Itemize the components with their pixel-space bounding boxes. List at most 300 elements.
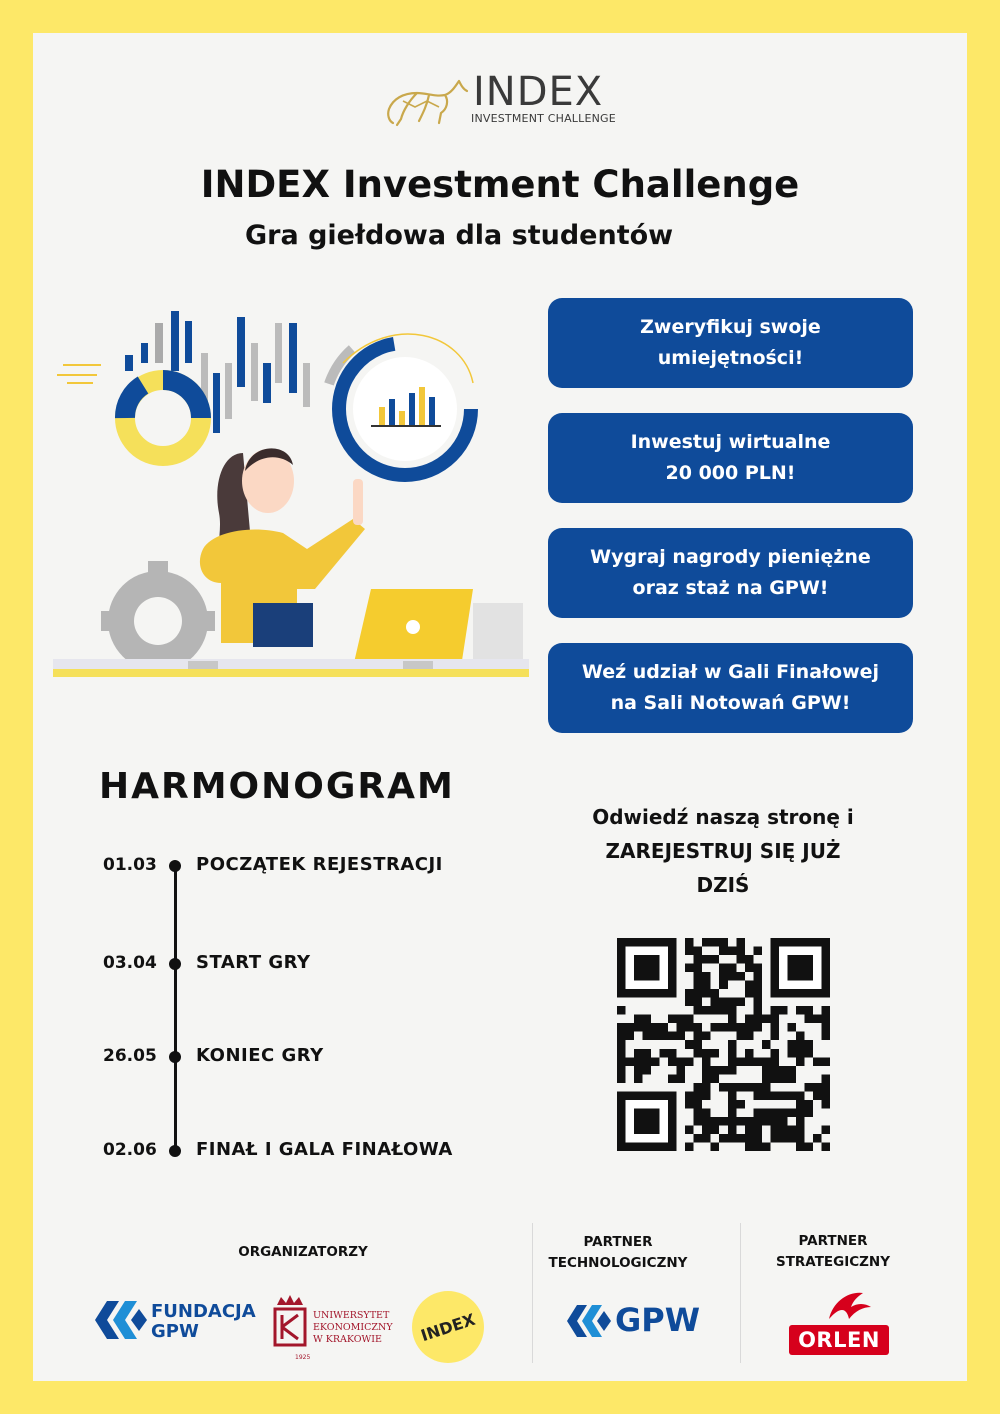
qr-module xyxy=(745,1057,754,1066)
uek-year: 1925 xyxy=(295,1354,311,1361)
qr-module xyxy=(804,1049,813,1058)
qr-module xyxy=(745,1032,754,1041)
qr-module xyxy=(719,1023,728,1032)
qr-module xyxy=(796,1142,805,1151)
benefit-pill-verify xyxy=(548,298,913,388)
qr-module xyxy=(796,1100,805,1109)
qr-module xyxy=(677,1066,686,1075)
qr-module xyxy=(736,1057,745,1066)
qr-module xyxy=(753,1023,762,1032)
qr-module xyxy=(736,972,745,981)
qr-module xyxy=(779,1125,788,1134)
fundacja-line: FUNDACJA xyxy=(151,1301,256,1322)
qr-module xyxy=(719,1066,728,1075)
logo-subtitle: INVESTMENT CHALLENGE xyxy=(471,112,616,125)
qr-module xyxy=(617,1040,626,1049)
qr-module xyxy=(719,1083,728,1092)
qr-module xyxy=(770,1091,779,1100)
qr-module xyxy=(804,1040,813,1049)
qr-module xyxy=(753,998,762,1007)
qr-module xyxy=(753,981,762,990)
benefit-line: 20 000 PLN! xyxy=(665,462,796,484)
qr-module xyxy=(694,964,703,973)
qr-module xyxy=(753,964,762,973)
qr-module xyxy=(779,1066,788,1075)
qr-module xyxy=(753,1134,762,1143)
qr-module xyxy=(787,1091,796,1100)
qr-module xyxy=(736,1023,745,1032)
qr-module xyxy=(787,1108,796,1117)
qr-module xyxy=(770,1066,779,1075)
qr-module xyxy=(762,1142,771,1151)
qr-module xyxy=(770,1108,779,1117)
qr-module xyxy=(753,1057,762,1066)
qr-module xyxy=(702,955,711,964)
qr-module xyxy=(711,989,720,998)
poster xyxy=(33,33,967,1381)
qr-module xyxy=(804,1108,813,1117)
qr-module xyxy=(728,1057,737,1066)
footer-divider xyxy=(532,1223,533,1363)
qr-module xyxy=(736,1134,745,1143)
qr-module xyxy=(753,1006,762,1015)
qr-module xyxy=(813,1015,822,1024)
investor-illustration xyxy=(53,303,533,683)
qr-module xyxy=(634,1074,643,1083)
qr-module xyxy=(634,1057,643,1066)
qr-module xyxy=(821,1100,830,1109)
qr-module xyxy=(736,1100,745,1109)
benefit-pill-prizes xyxy=(548,528,913,618)
qr-module xyxy=(694,1091,703,1100)
qr-module xyxy=(711,938,720,947)
qr-module xyxy=(787,1074,796,1083)
qr-module xyxy=(821,1057,830,1066)
qr-module xyxy=(762,1108,771,1117)
qr-module xyxy=(668,1057,677,1066)
qr-module xyxy=(702,1108,711,1117)
qr-module xyxy=(694,972,703,981)
qr-module xyxy=(821,1142,830,1151)
qr-module xyxy=(770,1134,779,1143)
qr-module xyxy=(685,1091,694,1100)
qr-module xyxy=(677,1057,686,1066)
qr-module xyxy=(770,1023,779,1032)
qr-module xyxy=(694,1049,703,1058)
schedule-label: POCZĄTEK REJESTRACJI xyxy=(196,854,443,875)
uek-logo xyxy=(313,1310,393,1346)
qr-module xyxy=(770,1057,779,1066)
qr-module xyxy=(779,1074,788,1083)
qr-module xyxy=(702,1117,711,1126)
strategic-partner-heading-line: STRATEGICZNY xyxy=(775,1254,891,1270)
qr-module xyxy=(796,1006,805,1015)
qr-module xyxy=(719,998,728,1007)
qr-module xyxy=(728,1100,737,1109)
qr-module xyxy=(804,1142,813,1151)
qr-module xyxy=(728,964,737,973)
tech-partner-heading-line: PARTNER xyxy=(583,1234,653,1250)
qr-module xyxy=(711,1023,720,1032)
qr-module xyxy=(762,1091,771,1100)
qr-module xyxy=(617,1066,626,1075)
qr-module xyxy=(736,938,745,947)
qr-module xyxy=(728,1023,737,1032)
uek-line: W KRAKOWIE xyxy=(313,1334,382,1345)
qr-module xyxy=(796,1108,805,1117)
qr-module xyxy=(694,1032,703,1041)
uek-line: UNIWERSYTET xyxy=(313,1310,390,1321)
qr-finder xyxy=(787,955,813,981)
qr-module xyxy=(762,1117,771,1126)
cta-line: Odwiedź naszą stronę i xyxy=(592,805,854,829)
schedule-heading: HARMONOGRAM xyxy=(99,766,455,807)
qr-module xyxy=(762,1083,771,1092)
qr-module xyxy=(796,1040,805,1049)
qr-module xyxy=(787,1134,796,1143)
orlen-logo-text: ORLEN xyxy=(798,1328,880,1352)
qr-module xyxy=(770,1074,779,1083)
qr-module xyxy=(796,1057,805,1066)
qr-module xyxy=(728,1134,737,1143)
qr-module xyxy=(685,947,694,956)
qr-module xyxy=(617,1049,626,1058)
qr-module xyxy=(796,1032,805,1041)
qr-module xyxy=(711,1049,720,1058)
qr-module xyxy=(702,938,711,947)
fundacja-gpw-logo xyxy=(151,1302,256,1342)
qr-module xyxy=(821,1083,830,1092)
qr-module xyxy=(745,964,754,973)
qr-module xyxy=(702,1083,711,1092)
qr-module xyxy=(745,1083,754,1092)
qr-module xyxy=(702,1032,711,1041)
gpw-logo: GPW xyxy=(615,1301,701,1339)
qr-module xyxy=(728,1006,737,1015)
benefit-line: Weź udział w Gali Finałowej xyxy=(581,661,880,683)
qr-module xyxy=(728,1083,737,1092)
qr-module xyxy=(753,989,762,998)
cta-line: ZAREJESTRUJ SIĘ JUŻ xyxy=(605,839,841,863)
index-badge-logo xyxy=(412,1291,484,1363)
strategic-partner-heading xyxy=(758,1231,908,1273)
qr-module xyxy=(753,1108,762,1117)
timeline-line xyxy=(174,865,177,1151)
qr-module xyxy=(728,1108,737,1117)
qr-module xyxy=(796,1125,805,1134)
benefit-line: Zweryfikuj swoje xyxy=(640,316,821,338)
qr-module xyxy=(753,1142,762,1151)
qr-module xyxy=(779,1108,788,1117)
schedule-label: START GRY xyxy=(196,952,311,973)
register-cta xyxy=(553,800,893,902)
qr-module xyxy=(804,1083,813,1092)
benefit-line: na Sali Notowań GPW! xyxy=(610,692,851,714)
qr-module xyxy=(762,1015,771,1024)
qr-module xyxy=(787,1049,796,1058)
qr-module xyxy=(736,955,745,964)
qr-module xyxy=(694,1117,703,1126)
qr-module xyxy=(685,998,694,1007)
qr-module xyxy=(728,972,737,981)
qr-module xyxy=(779,1091,788,1100)
qr-module xyxy=(634,1023,643,1032)
qr-module xyxy=(745,1142,754,1151)
qr-module xyxy=(821,1015,830,1024)
timeline-dot xyxy=(169,1145,181,1157)
qr-module xyxy=(677,1023,686,1032)
qr-module xyxy=(711,1125,720,1134)
qr-module xyxy=(728,1117,737,1126)
qr-module xyxy=(728,1125,737,1134)
qr-module xyxy=(821,1091,830,1100)
qr-module xyxy=(796,1134,805,1143)
qr-module xyxy=(719,1006,728,1015)
qr-module xyxy=(745,1023,754,1032)
qr-module xyxy=(643,1015,652,1024)
qr-module xyxy=(762,1066,771,1075)
qr-module xyxy=(796,1049,805,1058)
timeline-dot xyxy=(169,958,181,970)
qr-module xyxy=(753,1083,762,1092)
qr-module xyxy=(677,1015,686,1024)
qr-module xyxy=(821,1074,830,1083)
qr-module xyxy=(711,1006,720,1015)
qr-module xyxy=(745,1049,754,1058)
gpw-logo-icon xyxy=(565,1301,613,1341)
schedule-label: FINAŁ I GALA FINAŁOWA xyxy=(196,1139,453,1160)
bull-logo-icon xyxy=(383,71,471,127)
qr-code[interactable] xyxy=(617,938,830,1151)
qr-module xyxy=(804,1100,813,1109)
qr-module xyxy=(702,1066,711,1075)
qr-module xyxy=(753,1117,762,1126)
qr-module xyxy=(753,1125,762,1134)
qr-module xyxy=(651,1057,660,1066)
qr-module xyxy=(668,1049,677,1058)
qr-module xyxy=(694,981,703,990)
qr-module xyxy=(796,1091,805,1100)
qr-module xyxy=(694,1006,703,1015)
qr-module xyxy=(685,1125,694,1134)
timeline-dot xyxy=(169,860,181,872)
qr-module xyxy=(702,1057,711,1066)
qr-module xyxy=(762,1057,771,1066)
logo-wordmark: INDEX xyxy=(473,69,604,115)
fundacja-gpw-logo-icon xyxy=(93,1297,149,1343)
qr-module xyxy=(821,1125,830,1134)
qr-module xyxy=(643,1023,652,1032)
qr-module xyxy=(626,1032,635,1041)
schedule-date: 03.04 xyxy=(103,953,157,973)
index-badge-text: INDEX xyxy=(418,1309,478,1345)
qr-module xyxy=(685,1015,694,1024)
qr-module xyxy=(728,1066,737,1075)
qr-module xyxy=(685,1057,694,1066)
qr-module xyxy=(702,972,711,981)
qr-module xyxy=(753,1091,762,1100)
qr-module xyxy=(668,1032,677,1041)
qr-module xyxy=(787,1125,796,1134)
qr-module xyxy=(668,1074,677,1083)
qr-module xyxy=(813,1134,822,1143)
qr-module xyxy=(770,1125,779,1134)
page-subtitle: Gra giełdowa dla studentów xyxy=(245,220,674,251)
qr-module xyxy=(728,1091,737,1100)
qr-module xyxy=(685,989,694,998)
benefit-line: oraz staż na GPW! xyxy=(632,577,829,599)
qr-module xyxy=(702,989,711,998)
qr-module xyxy=(617,1032,626,1041)
qr-module xyxy=(660,1049,669,1058)
qr-module xyxy=(745,989,754,998)
qr-module xyxy=(702,1006,711,1015)
qr-module xyxy=(634,1049,643,1058)
schedule-date: 01.03 xyxy=(103,855,157,875)
schedule-date: 26.05 xyxy=(103,1046,157,1066)
page-title: INDEX Investment Challenge xyxy=(200,163,800,206)
qr-module xyxy=(736,1083,745,1092)
qr-module xyxy=(736,947,745,956)
qr-module xyxy=(694,998,703,1007)
desk-shadow-block xyxy=(188,661,218,669)
qr-module xyxy=(813,1057,822,1066)
uek-line: EKONOMICZNY xyxy=(313,1322,393,1333)
qr-module xyxy=(668,1015,677,1024)
qr-module xyxy=(694,1083,703,1092)
qr-finder xyxy=(634,1108,660,1134)
qr-module xyxy=(787,1066,796,1075)
qr-module xyxy=(634,1066,643,1075)
qr-module xyxy=(745,955,754,964)
qr-module xyxy=(719,947,728,956)
qr-module xyxy=(762,1040,771,1049)
qr-module xyxy=(770,1015,779,1024)
qr-module xyxy=(685,1142,694,1151)
qr-module xyxy=(626,1023,635,1032)
qr-module xyxy=(787,1023,796,1032)
qr-module xyxy=(770,1117,779,1126)
qr-module xyxy=(728,947,737,956)
qr-module xyxy=(702,1091,711,1100)
qr-module xyxy=(728,998,737,1007)
qr-module xyxy=(617,1057,626,1066)
qr-module xyxy=(677,1074,686,1083)
qr-module xyxy=(719,972,728,981)
qr-module xyxy=(796,1117,805,1126)
tech-partner-heading xyxy=(543,1232,693,1274)
footer-divider xyxy=(740,1223,741,1363)
schedule-label: KONIEC GRY xyxy=(196,1045,324,1066)
qr-module xyxy=(762,1074,771,1083)
tech-partner-heading-line: TECHNOLOGICZNY xyxy=(548,1255,688,1271)
qr-module xyxy=(643,1066,652,1075)
qr-module xyxy=(711,998,720,1007)
timeline-dot xyxy=(169,1051,181,1063)
qr-module xyxy=(779,1006,788,1015)
qr-module xyxy=(770,1032,779,1041)
qr-module xyxy=(719,964,728,973)
qr-module xyxy=(617,1023,626,1032)
qr-module xyxy=(634,1015,643,1024)
qr-module xyxy=(617,1006,626,1015)
qr-module xyxy=(677,1032,686,1041)
qr-module xyxy=(728,1015,737,1024)
qr-module xyxy=(702,1049,711,1058)
organizers-heading: ORGANIZATORZY xyxy=(238,1244,368,1260)
qr-module xyxy=(685,964,694,973)
qr-module xyxy=(711,1142,720,1151)
qr-module xyxy=(694,1134,703,1143)
qr-module xyxy=(745,1134,754,1143)
qr-module xyxy=(753,947,762,956)
qr-module xyxy=(736,998,745,1007)
qr-module xyxy=(660,1032,669,1041)
qr-module xyxy=(685,1040,694,1049)
qr-module xyxy=(694,1100,703,1109)
qr-module xyxy=(711,1066,720,1075)
qr-module xyxy=(694,955,703,964)
qr-module xyxy=(643,1049,652,1058)
qr-module xyxy=(753,972,762,981)
qr-module xyxy=(617,1074,626,1083)
qr-module xyxy=(711,955,720,964)
qr-module xyxy=(685,1100,694,1109)
qr-module xyxy=(787,1040,796,1049)
qr-module xyxy=(685,1023,694,1032)
benefit-line: umiejętności! xyxy=(657,347,804,369)
qr-module xyxy=(821,1006,830,1015)
qr-module xyxy=(813,1091,822,1100)
schedule-date: 02.06 xyxy=(103,1140,157,1160)
qr-module xyxy=(711,1074,720,1083)
qr-module xyxy=(711,1117,720,1126)
benefit-line: Inwestuj wirtualne xyxy=(630,431,831,453)
qr-module xyxy=(728,1040,737,1049)
qr-module xyxy=(770,1006,779,1015)
qr-module xyxy=(694,1040,703,1049)
qr-module xyxy=(779,1117,788,1126)
qr-module xyxy=(685,938,694,947)
qr-module xyxy=(770,1049,779,1058)
qr-module xyxy=(804,1006,813,1015)
benefit-line: Wygraj nagrody pieniężne xyxy=(590,546,871,568)
qr-module xyxy=(643,1032,652,1041)
qr-module xyxy=(804,1015,813,1024)
qr-module xyxy=(753,1015,762,1024)
qr-module xyxy=(702,1125,711,1134)
qr-module xyxy=(694,947,703,956)
uek-crest-icon xyxy=(273,1295,307,1355)
orlen-logo xyxy=(789,1325,889,1355)
qr-module xyxy=(745,1117,754,1126)
qr-module xyxy=(719,1134,728,1143)
qr-module xyxy=(626,1057,635,1066)
fundacja-line: GPW xyxy=(151,1321,199,1342)
strategic-partner-heading-line: PARTNER xyxy=(798,1233,868,1249)
qr-finder xyxy=(634,955,660,981)
qr-module xyxy=(728,1049,737,1058)
benefit-pill-gala xyxy=(548,643,913,733)
qr-module xyxy=(719,1117,728,1126)
qr-module xyxy=(702,1074,711,1083)
qr-module xyxy=(643,1057,652,1066)
qr-module xyxy=(694,1023,703,1032)
qr-module xyxy=(821,1023,830,1032)
orlen-eagle-icon xyxy=(823,1287,877,1327)
qr-module xyxy=(745,981,754,990)
qr-module xyxy=(694,989,703,998)
